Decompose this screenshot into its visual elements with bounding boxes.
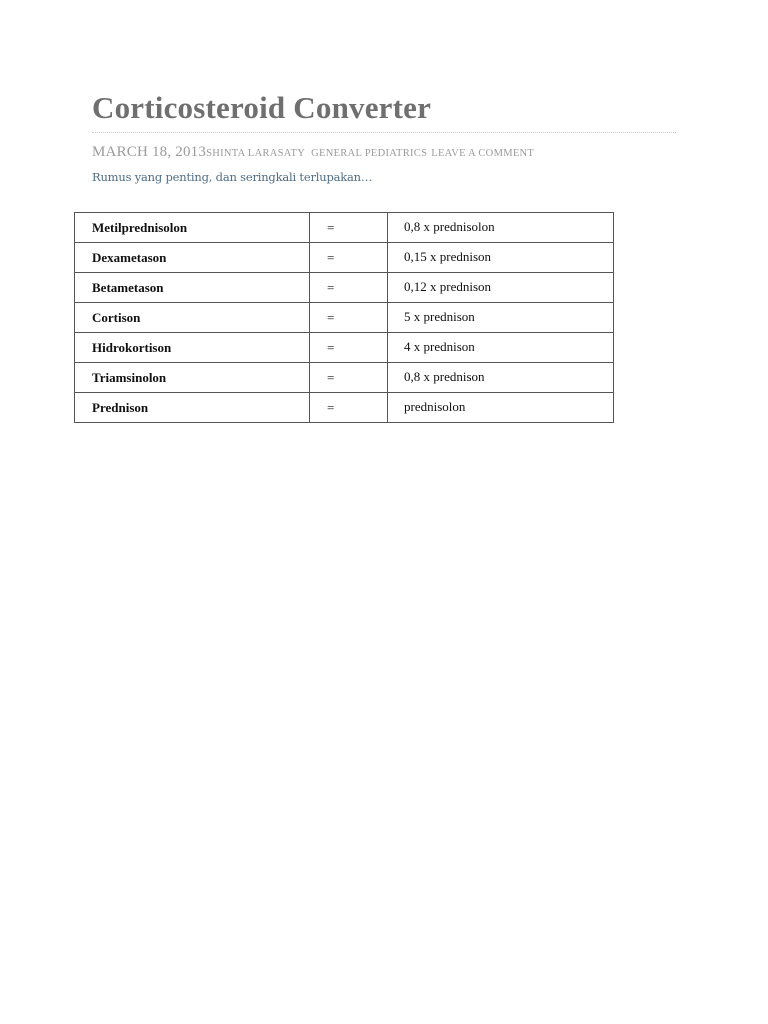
equals-cell: = [310, 393, 388, 423]
equals-cell: = [310, 303, 388, 333]
post-date-link[interactable]: MARCH 18, 2013 [92, 144, 207, 160]
table-row [75, 393, 614, 423]
equals-cell: = [310, 363, 388, 393]
post-meta [92, 143, 534, 161]
equivalent-cell: prednisolon [388, 393, 614, 423]
drug-name-cell: Betametason [75, 273, 310, 303]
category-link[interactable]: GENERAL PEDIATRICS [311, 148, 428, 159]
table-row [75, 273, 614, 303]
post-title: Corticosteroid Converter [92, 90, 432, 125]
equivalent-cell: 4 x prednison [388, 333, 614, 363]
table-row [75, 333, 614, 363]
table-row [75, 303, 614, 333]
table-row [75, 363, 614, 393]
equals-cell: = [310, 213, 388, 243]
equals-cell: = [310, 333, 388, 363]
equivalent-cell: 0,8 x prednisolon [388, 213, 614, 243]
leave-comment-link[interactable]: LEAVE A COMMENT [431, 148, 535, 159]
title-divider [92, 132, 676, 133]
table-row [75, 243, 614, 273]
drug-name-cell: Prednison [75, 393, 310, 423]
drug-name-cell: Cortison [75, 303, 310, 333]
drug-name-cell: Dexametason [75, 243, 310, 273]
equivalent-cell: 0,15 x prednison [388, 243, 614, 273]
equivalent-cell: 5 x prednison [388, 303, 614, 333]
drug-name-cell: Hidrokortison [75, 333, 310, 363]
table-row [75, 213, 614, 243]
equals-cell: = [310, 273, 388, 303]
equivalent-cell: 0,12 x prednison [388, 273, 614, 303]
equals-cell: = [310, 243, 388, 273]
post-intro: Rumus yang penting, dan seringkali terlupakan… [92, 170, 373, 184]
author-link[interactable]: SHINTA LARASATY [206, 148, 306, 159]
equivalent-cell: 0,8 x prednison [388, 363, 614, 393]
drug-name-cell: Triamsinolon [75, 363, 310, 393]
drug-name-cell: Metilprednisolon [75, 213, 310, 243]
conversion-table [74, 212, 614, 423]
